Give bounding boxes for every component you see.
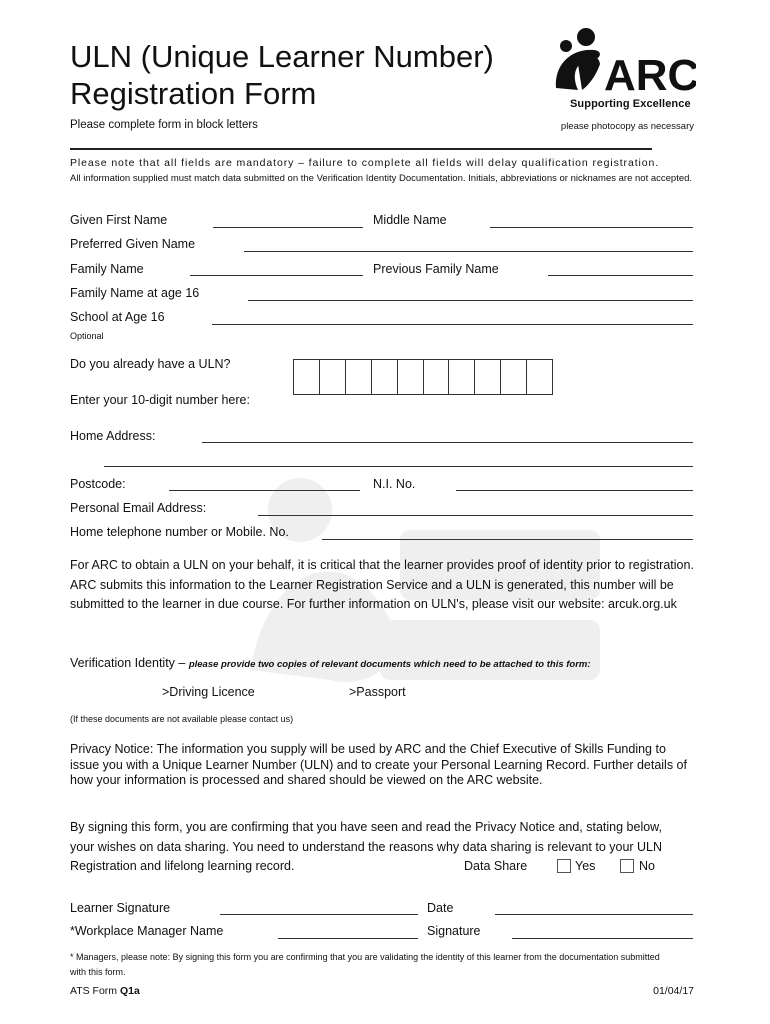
verification-colon: :	[587, 659, 591, 670]
uln-digit-box[interactable]	[501, 360, 527, 394]
data-share-yes-checkbox[interactable]	[557, 859, 571, 873]
family-name-field[interactable]	[190, 275, 363, 276]
form-code-label: ATS Form	[70, 985, 120, 997]
logo-tagline: Supporting Excellence	[570, 98, 691, 110]
ni-no-label: N.I. No.	[373, 477, 416, 491]
form-code	[70, 985, 140, 997]
driving-licence-option: >Driving Licence	[162, 685, 255, 699]
matching-data-notice: All information supplied must match data submitted on the Verification Identity Documentation. Initials, abbreviations or nicknames are not accepted.	[70, 173, 693, 184]
telephone-label: Home telephone number or Mobile. No.	[70, 525, 289, 539]
date-field[interactable]	[495, 914, 693, 915]
uln-info-paragraph: For ARC to obtain a ULN on your behalf, it is critical that the learner provides proof of identity prior to registration. ARC submits this information to the Learner Registration Service and a ULN is generated, this number will be submitted to the learner in due course. For further information on ULN's, please visit our website: arcuk.org.uk	[70, 558, 694, 612]
data-share-label: Data Share	[464, 859, 528, 873]
given-first-name-field[interactable]	[213, 227, 363, 228]
uln-digit-box[interactable]	[372, 360, 398, 394]
school-age16-field[interactable]	[212, 324, 693, 325]
header-divider	[70, 148, 652, 150]
date-label: Date	[427, 901, 454, 915]
uln-digit-box[interactable]	[294, 360, 320, 394]
previous-family-name-label: Previous Family Name	[373, 262, 499, 276]
family-name-age16-field[interactable]	[248, 300, 693, 301]
consent-line-1: By signing this form, you are confirming that you have seen and read the Privacy Notice and, stating below,	[70, 820, 662, 834]
form-title	[70, 38, 550, 112]
family-name-label: Family Name	[70, 262, 144, 276]
verification-instruction: please provide two copies of relevant documents which need to be attached to this form	[188, 659, 588, 670]
have-uln-label: Do you already have a ULN?	[70, 357, 231, 371]
title-line-1: ULN (Unique Learner Number)	[70, 39, 494, 74]
uln-digit-box[interactable]	[449, 360, 475, 394]
home-address-field-1[interactable]	[202, 442, 693, 443]
data-share-no-label: No	[639, 859, 655, 873]
uln-digit-box[interactable]	[346, 360, 372, 394]
privacy-notice: Privacy Notice: The information you supply will be used by ARC and the Chief Executive of Skills Funding to issue you with a Unique Learner Number (ULN) and to create your Personal Learning Record. Further details of how your information is processed and shared should be viewed on the ARC website.	[70, 742, 687, 788]
data-share-yes-label: Yes	[575, 859, 596, 873]
consent-line-3: Registration and lifelong learning record.	[70, 859, 295, 873]
preferred-given-name-field[interactable]	[244, 251, 693, 252]
home-address-label: Home Address:	[70, 429, 156, 443]
data-share-no-checkbox[interactable]	[620, 859, 634, 873]
manager-signature-label: Signature	[427, 924, 481, 938]
verification-label: Verification Identity –	[70, 656, 189, 670]
block-letters-instruction: Please complete form in block letters	[70, 119, 258, 131]
uln-digit-box[interactable]	[527, 360, 552, 394]
managers-note: * Managers, please note: By signing this form you are confirming that you are validating the identity of this learner from the documentation submitted with this form.	[70, 952, 660, 977]
school-age16-label: School at Age 16	[70, 310, 165, 324]
manager-signature-field[interactable]	[512, 938, 693, 939]
form-date: 01/04/17	[653, 985, 694, 997]
passport-option: >Passport	[349, 685, 406, 699]
uln-digit-box[interactable]	[398, 360, 424, 394]
middle-name-label: Middle Name	[373, 213, 447, 227]
learner-signature-label: Learner Signature	[70, 901, 171, 915]
ni-no-field[interactable]	[456, 490, 693, 491]
arc-logo	[548, 24, 696, 114]
uln-digit-box[interactable]	[320, 360, 346, 394]
arc-logo-mark-icon	[548, 24, 696, 98]
given-first-name-label: Given First Name	[70, 213, 168, 227]
optional-label: Optional	[70, 331, 104, 341]
email-field[interactable]	[258, 515, 693, 516]
family-name-age16-label: Family Name at age 16	[70, 286, 200, 300]
photocopy-instruction: please photocopy as necessary	[560, 121, 694, 132]
consent-line-2: your wishes on data sharing. You need to understand the reasons why data sharing is relevant to your ULN	[70, 840, 663, 854]
mandatory-notice: Please note that all fields are mandatory – failure to complete all fields will delay qualification registration.	[70, 157, 660, 169]
learner-signature-field[interactable]	[220, 914, 418, 915]
title-line-2: Registration Form	[70, 76, 317, 111]
home-address-field-2[interactable]	[104, 466, 693, 467]
uln-digit-box[interactable]	[475, 360, 501, 394]
previous-family-name-field[interactable]	[548, 275, 693, 276]
verification-identity	[70, 656, 591, 670]
manager-name-field[interactable]	[278, 938, 418, 939]
manager-name-label: *Workplace Manager Name	[70, 924, 224, 938]
postcode-label: Postcode:	[70, 477, 126, 491]
uln-digit-box[interactable]	[424, 360, 450, 394]
enter-digits-label: Enter your 10-digit number here:	[70, 393, 250, 407]
uln-digit-boxes[interactable]	[293, 359, 553, 395]
email-label: Personal Email Address:	[70, 501, 207, 515]
telephone-field[interactable]	[322, 539, 693, 540]
middle-name-field[interactable]	[490, 227, 693, 228]
form-code-value: Q1a	[119, 985, 140, 997]
logo-wordmark: ARC	[604, 51, 696, 98]
documents-unavailable-note: (If these documents are not available please contact us)	[70, 714, 294, 724]
postcode-field[interactable]	[169, 490, 360, 491]
preferred-given-name-label: Preferred Given Name	[70, 237, 196, 251]
